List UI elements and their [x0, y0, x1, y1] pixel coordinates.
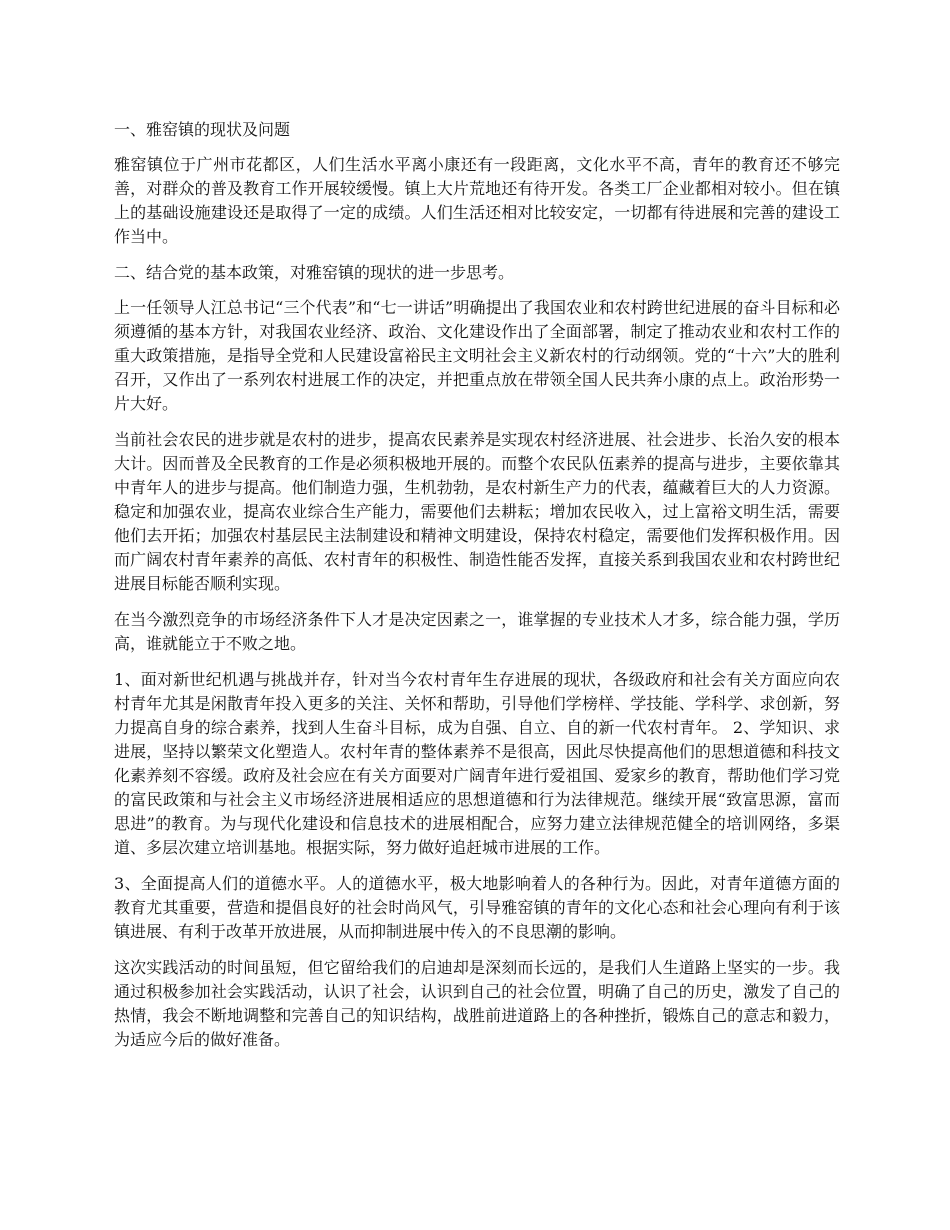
paragraph-2: 上一任领导人江总书记“三个代表”和“七一讲话”明确提出了我国农业和农村跨世纪进展的奋斗目标和必须遵循的基本方针，对我国农业经济、政治、文化建设作出了全面部署，制定了推动农业和农村工作的重大政策措施，是指导全党和人民建设富裕民主文明社会主义新农村的行动纲领。党的“十六”大的胜利召开，又作出了一系列农村进展工作的决定，并把重点放在带领全国人民共奔小康的点上。政治形势一片大好。	[114, 298, 840, 413]
paragraph-4: 在当今激烈竞争的市场经济条件下人才是决定因素之一，谁掌握的专业技术人才多，综合能力强，学历高，谁就能立于不败之地。	[114, 610, 840, 653]
section-heading-2: 二、结合党的基本政策，对雅窑镇的现状的进一步思考。	[114, 263, 515, 282]
document-page	[114, 118, 840, 1064]
paragraph-3: 当前社会农民的进步就是农村的进步，提高农民素养是实现农村经济进展、社会进步、长治久安的根本大计。因而普及全民教育的工作是必须积极地开展的。而整个农民队伍素养的提高与进步，主要依靠其中青年人的进步与提高。他们制造力强，生机勃勃，是农村新生产力的代表，蕴藏着巨大的人力资源。稳定和加强农业，提高农业综合生产能力，需要他们去耕耘；增加农民收入，过上富裕文明生活，需要他们去开拓；加强农村基层民主法制建设和精神文明建设，保持农村稳定，需要他们发挥积极作用。因而广阔农村青年素养的高低、农村青年的积极性、制造性能否发挥，直接关系到我国农业和农村跨世纪进展目标能否顺利实现。	[114, 430, 840, 593]
paragraph-1: 雅窑镇位于广州市花都区，人们生活水平离小康还有一段距离，文化水平不高，青年的教育还不够完善，对群众的普及教育工作开展较缓慢。镇上大片荒地还有待开发。各类工厂企业都相对较小。但在镇上的基础设施建设还是取得了一定的成绩。人们生活还相对比较安定，一切都有待进展和完善的建设工作当中。	[114, 155, 840, 246]
paragraph-5: 1、面对新世纪机遇与挑战并存，针对当今农村青年生存进展的现状，各级政府和社会有关方面应向农村青年尤其是闲散青年投入更多的关注、关怀和帮助，引导他们学榜样、学技能、学科学、求创新，努力提高自身的综合素养，找到人生奋斗目标，成为自强、自立、自的新一代农村青年。 2、学知识、求进展，坚持以繁荣文化塑造人。农村年青的整体素养不是很高，因此尽快提高他们的思想道德和科技文化素养刻不容缓。政府及社会应在有关方面要对广阔青年进行爱祖国、爱家乡的教育，帮助他们学习党的富民政策和与社会主义市场经济进展相适应的思想道德和行为法律规范。继续开展“致富思源，富而思进”的教育。为与现代化建设和信息技术的进展相配合，应努力建立法律规范健全的培训网络，多渠道、多层次建立培训基地。根据实际，努力做好追赶城市进展的工作。	[114, 670, 840, 857]
paragraph-6: 3、全面提高人们的道德水平。人的道德水平，极大地影响着人的各种行为。因此，对青年道德方面的教育尤其重要，营造和提倡良好的社会时尚风气，引导雅窑镇的青年的文化心态和社会心理向有利于该镇进展、有利于改革开放进展，从而抑制进展中传入的不良思潮的影响。	[114, 874, 840, 941]
paragraph-7: 这次实践活动的时间虽短，但它留给我们的启迪却是深刻而长远的，是我们人生道路上坚实的一步。我通过积极参加社会实践活动，认识了社会，认识到自己的社会位置，明确了自己的历史，激发了自己的热情，我会不断地调整和完善自己的知识结构，战胜前进道路上的各种挫折，锻炼自己的意志和毅力，为适应今后的做好准备。	[114, 958, 840, 1049]
section-heading-1: 一、雅窑镇的现状及问题	[114, 120, 291, 139]
